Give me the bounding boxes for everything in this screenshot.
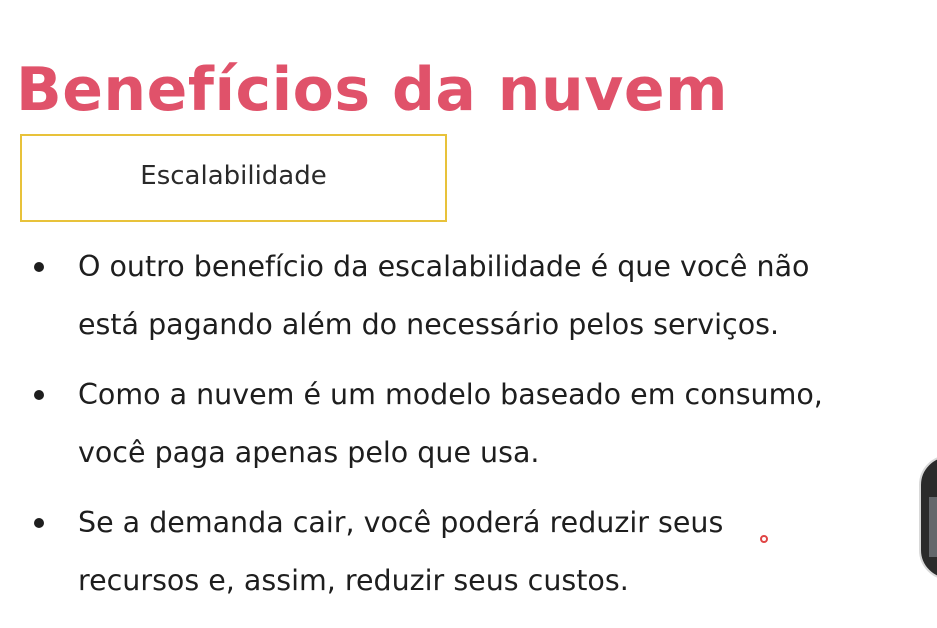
subtitle-box bbox=[20, 134, 447, 222]
bullet-dot-icon bbox=[34, 518, 44, 528]
bullet-line: O outro benefício da escalabilidade é que você não bbox=[78, 250, 810, 283]
bullet-line: recursos e, assim, reduzir seus custos. bbox=[78, 564, 629, 597]
bullet-dot-icon bbox=[34, 390, 44, 400]
laser-pointer-icon bbox=[760, 535, 768, 543]
webcam-overlay bbox=[919, 455, 937, 580]
bullet-item bbox=[30, 366, 930, 482]
bullet-line: você paga apenas pelo que usa. bbox=[78, 436, 540, 469]
bullet-item bbox=[30, 494, 930, 610]
bullet-line: Como a nuvem é um modelo baseado em consumo, bbox=[78, 378, 823, 411]
subtitle-text: Escalabilidade bbox=[140, 161, 327, 191]
bullet-list bbox=[30, 238, 930, 622]
bullet-line: está pagando além do necessário pelos serviços. bbox=[78, 308, 780, 341]
bullet-line: Se a demanda cair, você poderá reduzir seus bbox=[78, 506, 724, 539]
bullet-item bbox=[30, 238, 930, 354]
bullet-dot-icon bbox=[34, 262, 44, 272]
slide-title: Benefícios da nuvem bbox=[16, 55, 729, 125]
webcam-glare bbox=[929, 497, 937, 557]
